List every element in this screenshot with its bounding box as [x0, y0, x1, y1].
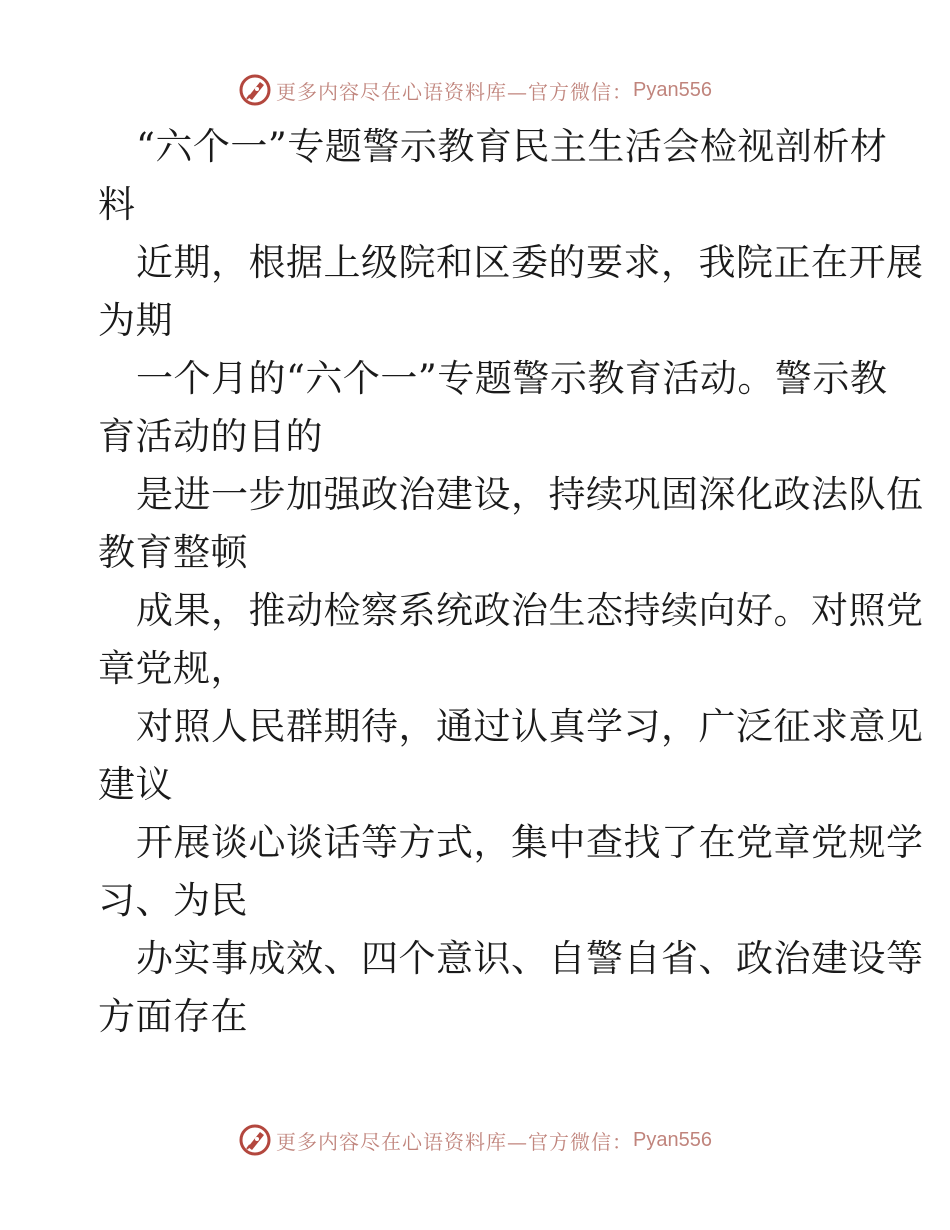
paragraph-line: 近期，根据上级院和区委的要求，我院正在开展 — [136, 241, 924, 284]
header-watermark-banner — [0, 70, 950, 110]
paragraph-line: 一个月的“六个一”专题警示教育活动。警示教 — [136, 357, 888, 400]
footer-banner-text: 更多内容尽在心语资料库—官方微信： — [276, 1129, 634, 1154]
paragraph-line: 育活动的目的 — [98, 415, 323, 458]
pen-nib-seal-icon — [238, 73, 272, 107]
document-title-line: 料 — [98, 183, 136, 226]
footer-banner-contact: Pyan556 — [633, 1128, 712, 1151]
paragraph-line: 章党规， — [98, 647, 248, 690]
paragraph-line: 建议 — [98, 763, 173, 806]
paragraph-line: 方面存在 — [98, 995, 248, 1038]
paragraph-line: 开展谈心谈话等方式，集中查找了在党章党规学 — [136, 821, 924, 864]
footer-watermark-banner — [0, 1120, 950, 1160]
paragraph-line: 习、为民 — [98, 879, 248, 922]
paragraph-line: 成果，推动检察系统政治生态持续向好。对照党 — [136, 589, 924, 632]
document-body — [98, 118, 924, 1046]
paragraph-line: 办实事成效、四个意识、自警自省、政治建设等 — [136, 937, 924, 980]
header-banner-contact: Pyan556 — [633, 78, 712, 101]
paragraph-line: 对照人民群期待，通过认真学习，广泛征求意见 — [136, 705, 924, 748]
paragraph-line: 为期 — [98, 299, 173, 342]
paragraph-line: 是进一步加强政治建设，持续巩固深化政法队伍 — [136, 473, 924, 516]
paragraph-line: 教育整顿 — [98, 531, 248, 574]
pen-nib-seal-icon — [238, 1123, 272, 1157]
document-title-line: “六个一”专题警示教育民主生活会检视剖析材 — [136, 125, 888, 168]
header-banner-text: 更多内容尽在心语资料库—官方微信： — [276, 79, 634, 104]
